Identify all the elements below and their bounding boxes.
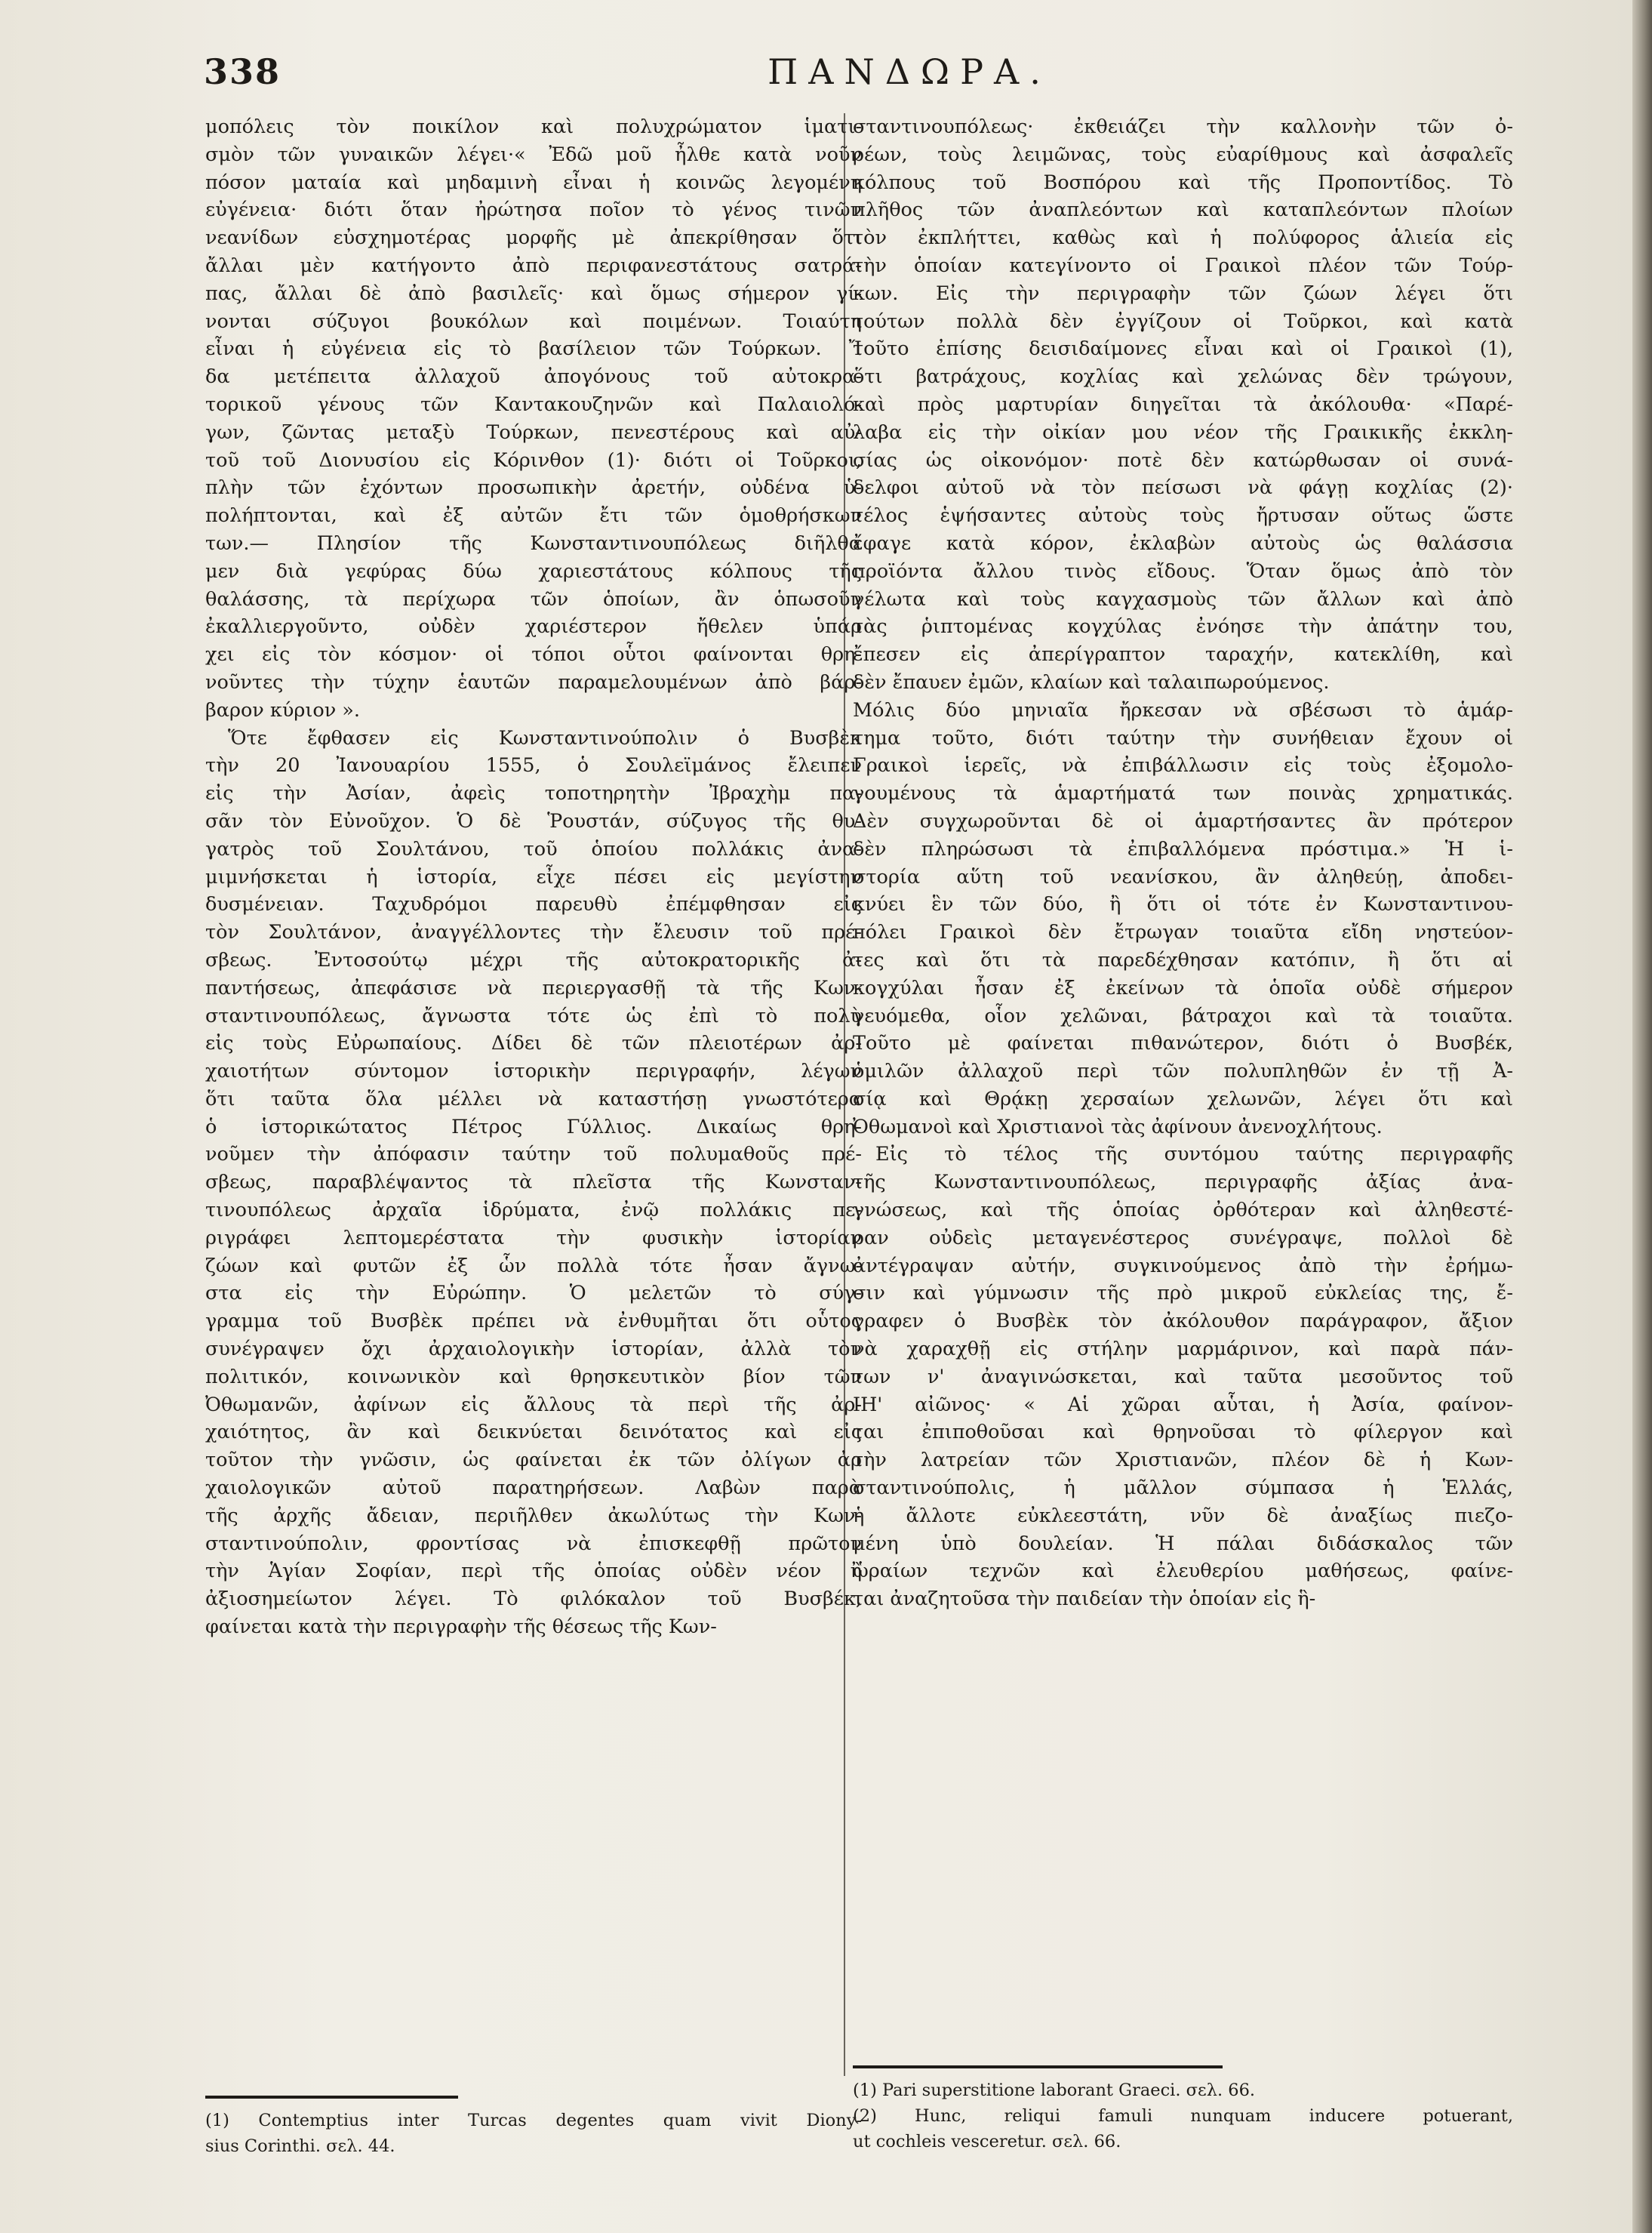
- text-line: ται ἀναζητοῦσα τὴν παιδείαν τὴν ὁποίαν εἰς ἣ-: [853, 1588, 1316, 1611]
- text-line: στορία αὕτη τοῦ νεανίσκου, ἂν ἀληθεύῃ, ἀποδει-: [853, 865, 1513, 889]
- text-line: τορικοῦ γένους τῶν Καντακουζηνῶν καὶ Παλαιολό-: [205, 393, 862, 416]
- text-line: γευόμεθα, οἷον χελῶναι, βάτραχοι καὶ τὰ τοιαῦτα.: [853, 1004, 1513, 1027]
- text-line: πλῆθος τῶν ἀναπλεόντων καὶ καταπλεόντων πλοίων: [853, 199, 1513, 222]
- running-title: ΠΑΝΔΩΡΑ.: [768, 51, 1051, 92]
- text-line: Γραικοὶ ἱερεῖς, νὰ ἐπιβάλλωσιν εἰς τοὺς ἐξομολο-: [853, 754, 1513, 778]
- footnote-line: (1) Pari superstitione laborant Graeci. σελ. 66.: [853, 2081, 1256, 2100]
- text-line: νὰ χαραχθῇ εἰς στήλην μαρμάρινον, καὶ παρὰ πάν-: [853, 1338, 1513, 1361]
- text-line: σίας ὡς οἰκονόμον· ποτὲ δὲν κατώρθωσαν οἱ συνά-: [853, 448, 1513, 472]
- text-line: ὅτι ταῦτα ὅλα μέλλει νὰ καταστήσῃ γνωστότερα: [205, 1087, 862, 1110]
- text-line: μοπόλεις τὸν ποικίλον καὶ πολυχρώματον ἱματι-: [205, 116, 862, 138]
- text-line: ἡ ἄλλοτε εὐκλεεστάτη, νῦν δὲ ἀναξίως πιεζο-: [853, 1504, 1513, 1527]
- text-line: ἐκαλλιεργοῦντο, οὐδὲν χαριέστερον ἤθελεν ὑπάρ: [205, 615, 862, 639]
- text-line: χει εἰς τὸν κόσμον· οἱ τόποι οὗτοι φαίνονται θρη-: [205, 643, 862, 667]
- text-line: σᾶν τὸν Εὐνοῦχον. Ὁ δὲ Ῥουστάν, σύζυγος τῆς θυ-: [205, 809, 862, 833]
- text-line: δελφοι αὐτοῦ νὰ τὸν πείσωσι νὰ φάγῃ κοχλίας (2)·: [853, 476, 1513, 500]
- text-line: γραφεν ὁ Βυσβὲκ τὸν ἀκόλουθον παράγραφον, ἄξιον: [853, 1310, 1513, 1333]
- text-line: σταντινούπολιν, φροντίσας νὰ ἐπισκεφθῇ πρῶτον: [205, 1532, 862, 1555]
- text-line: Εἰς τὸ τέλος τῆς συντόμου ταύτης περιγραφῆς: [875, 1143, 1513, 1166]
- text-line: ὁ ἱστορικώτατος Πέτρος Γύλλιος. Δικαίως θρη-: [205, 1115, 862, 1138]
- text-line: ἀντέγραψαν αὐτήν, συγκινούμενος ἀπὸ τὴν ἐρήμω-: [853, 1254, 1513, 1277]
- text-line: γέλωτα καὶ τοὺς καγχασμοὺς τῶν ἄλλων καὶ ἀπὸ: [853, 587, 1513, 611]
- text-line: στα εἰς τὴν Εὐρώπην. Ὁ μελετῶν τὸ σύγ-: [205, 1282, 862, 1305]
- text-line: τοῦτο ἐπίσης δεισιδαίμονες εἶναι καὶ οἱ Γραικοὶ (1),: [853, 337, 1513, 361]
- text-line: Τοῦτο μὲ φαίνεται πιθανώτερον, διότι ὁ Βυσβέκ,: [853, 1032, 1513, 1055]
- text-line: εἶναι ἡ εὐγένεια εἰς τὸ βασίλειον τῶν Τούρκων. Ἴ: [205, 337, 862, 361]
- footnote-line: (2) Hunc, reliqui famuli nunquam inducere potuerant,: [853, 2106, 1513, 2126]
- text-line: φαίνεται κατὰ τὴν περιγραφὴν τῆς θέσεως τῆς Κων-: [205, 1615, 717, 1639]
- text-line: κων. Εἰς τὴν περιγραφὴν τῶν ζώων λέγει ὅτι: [853, 282, 1513, 305]
- text-line: δυσμένειαν. Ταχυδρόμοι παρευθὺ ἐπέμφθησαν εἰς: [205, 893, 862, 916]
- text-line: πόσον ματαία καὶ μηδαμινὴ εἶναι ἡ κοινῶς λεγομένη: [205, 171, 862, 194]
- text-line: τημα τοῦτο, διότι ταύτην τὴν συνήθειαν ἔχουν οἱ: [853, 726, 1513, 750]
- text-line: εὐγένεια· διότι ὅταν ἠρώτησα ποῖον τὸ γένος τινῶν: [205, 199, 862, 222]
- right-column: [853, 113, 1513, 1613]
- text-line: νεανίδων εὐσχημοτέρας μορφῆς μὲ ἀπεκρίθησαν ὅτι: [205, 226, 862, 250]
- text-line: των.— Πλησίον τῆς Κωνσταντινουπόλεως διῆλθα: [205, 531, 862, 555]
- text-line: μένη ὑπὸ δουλείαν. Ἡ πάλαι διδάσκαλος τῶν: [853, 1532, 1513, 1555]
- text-line: ὡραίων τεχνῶν καὶ ἐλευθερίου μαθήσεως, φαίνε-: [853, 1560, 1513, 1583]
- text-line: σιν καὶ γύμνωσιν τῆς πρὸ μικροῦ εὐκλείας της, ἔ-: [853, 1282, 1513, 1305]
- footnote-rule-right: [853, 2065, 1223, 2068]
- text-line: γατρὸς τοῦ Σουλτάνου, τοῦ ὁποίου πολλάκις ἀνα-: [205, 837, 862, 861]
- text-line: πλὴν τῶν ἐχόντων προσωπικὴν ἀρετήν, οὐδένα ὑ-: [205, 476, 862, 500]
- text-line: Μόλις δύο μηνιαῖα ἤρκεσαν νὰ σβέσωσι τὸ ἁμάρ-: [853, 698, 1513, 722]
- text-line: ΙΗ' αἰῶνος· « Αἱ χῶραι αὗται, ἡ Ἀσία, φαίνον-: [853, 1393, 1513, 1416]
- text-line: τὸν Σουλτάνον, ἀναγγέλλοντες τὴν ἔλευσιν τοῦ πρέ-: [205, 921, 862, 944]
- text-line: δὲν ἔπαυεν ἐμῶν, κλαίων καὶ ταλαιπωρούμενος.: [853, 670, 1330, 694]
- text-line: καὶ πρὸς μαρτυρίαν διηγεῖται τὰ ἀκόλουθα· «Παρέ-: [853, 393, 1513, 416]
- text-line: κογχύλαι ἦσαν ἐξ ἐκείνων τὰ ὁποῖα οὐδὲ σήμερον: [853, 976, 1513, 999]
- text-line: των ν' ἀναγινώσκεται, καὶ ταῦτα μεσοῦντος τοῦ: [853, 1365, 1513, 1388]
- text-line: προϊόντα ἄλλου τινὸς εἴδους. Ὅταν ὅμως ἀπὸ τὸν: [853, 559, 1513, 583]
- text-line: σίᾳ καὶ Θρᾴκῃ χερσαίων χελωνῶν, λέγει ὅτι καὶ: [853, 1087, 1513, 1110]
- text-line: γουμένους τὰ ἁμαρτήματά των ποινὰς χρηματικάς.: [853, 782, 1513, 805]
- footnote-line: sius Corinthi. σελ. 44.: [205, 2136, 395, 2156]
- text-line: τὴν ὁποίαν κατεγίνοντο οἱ Γραικοὶ πλέον τῶν Τούρ-: [853, 254, 1513, 277]
- text-line: γνώσεως, καὶ τῆς ὁποίας ὀρθότεραν καὶ ἀληθεστέ-: [853, 1199, 1513, 1222]
- text-line: τινουπόλεως ἀρχαῖα ἱδρύματα, ἐνῷ πολλάκις πε-: [205, 1199, 862, 1222]
- text-line: δὲν πληρώσωσι τὰ ἐπιβαλλόμενα πρόστιμα.» Ἡ ἱ-: [853, 837, 1513, 861]
- page-header: [204, 51, 1615, 104]
- text-line: συνέγραψεν ὄχι ἀρχαιολογικὴν ἱστορίαν, ἀλλὰ τὸν: [205, 1338, 862, 1361]
- text-line: πας, ἄλλαι δὲ ἀπὸ βασιλεῖς· καὶ ὅμως σήμερον γί-: [205, 282, 862, 305]
- text-line: Ὀθωμανοὶ καὶ Χριστιανοὶ τὰς ἀφίνουν ἀνενοχλήτους.: [853, 1115, 1383, 1138]
- text-line: νοῦμεν τὴν ἀπόφασιν ταύτην τοῦ πολυμαθοῦς πρέ-: [205, 1143, 862, 1166]
- text-line: μεν διὰ γεφύρας δύω χαριεστάτους κόλπους τῆς: [205, 559, 862, 583]
- text-line: σταντινουπόλεως, ἄγνωστα τότε ὡς ἐπὶ τὸ πολὺ: [205, 1004, 862, 1027]
- text-line: τὴν 20 Ἰανουαρίου 1555, ὁ Σουλεϊμάνος ἔλειπεν: [205, 754, 862, 778]
- text-line: παντήσεως, ἀπεφάσισε νὰ περιεργασθῇ τὰ τῆς Κων-: [205, 976, 862, 999]
- text-line: κόλπους τοῦ Βοσπόρου καὶ τῆς Προποντίδος. Τὸ: [853, 171, 1513, 194]
- text-line: τῆς ἀρχῆς ἄδειαν, περιῆλθεν ἀκωλύτως τὴν Κων-: [205, 1504, 862, 1527]
- text-line: θαλάσσης, τὰ περίχωρα τῶν ὁποίων, ἂν ὁπωσοῦν: [205, 587, 862, 611]
- text-line: σταντινουπόλεως· ἐκθειάζει τὴν καλλονὴν τῶν ὀ-: [853, 116, 1513, 138]
- text-line: γων, ζῶντας μεταξὺ Τούρκων, πενεστέρους καὶ αὐ-: [205, 420, 862, 444]
- text-line: Ὅτε ἔφθασεν εἰς Κωνσταντινούπολιν ὁ Βυσβὲκ: [228, 726, 862, 750]
- text-line: τὸν ἐκπλήττει, καθὼς καὶ ἡ πολύφορος ἁλιεία εἰς: [853, 226, 1513, 250]
- text-line: ριγράφει λεπτομερέστατα τὴν φυσικὴν ἱστορίαν: [205, 1226, 862, 1249]
- text-line: χαιότητος, ἂν καὶ δεικνύεται δεινότατος καὶ εἰς: [205, 1421, 862, 1444]
- text-line: τέλος ἑψήσαντες αὐτοὺς τοὺς ἤρτυσαν οὕτως ὥστε: [853, 504, 1513, 528]
- right-footnotes: [853, 2077, 1513, 2154]
- text-line: εἰς τοὺς Εὐρωπαίους. Δίδει δὲ τῶν πλειοτέρων ἀρ-: [205, 1032, 862, 1055]
- text-line: τοῦ τοῦ Διονυσίου εἰς Κόρινθον (1)· διότι οἱ Τοῦρκοι,: [205, 448, 862, 472]
- text-line: δα μετέπειτα ἀλλαχοῦ ἀπογόνους τοῦ αὐτοκρα-: [205, 365, 862, 389]
- text-line: ται ἐπιποθοῦσαι καὶ θρηνοῦσαι τὸ φίλεργον καὶ: [853, 1421, 1513, 1444]
- text-line: τοῦτον τὴν γνῶσιν, ὡς φαίνεται ἐκ τῶν ὀλίγων ἀρ: [205, 1449, 862, 1472]
- left-column: [205, 113, 862, 1641]
- left-footnotes: [205, 2108, 862, 2159]
- text-line: ὁμιλῶν ἀλλαχοῦ περὶ τῶν πολυπληθῶν ἐν τῇ Ἀ-: [853, 1060, 1513, 1083]
- page-binding-edge: [1632, 0, 1652, 2233]
- text-line: σμὸν τῶν γυναικῶν λέγει·« Ἐδῶ μοῦ ἦλθε κατὰ νοῦν: [205, 143, 862, 166]
- text-line: σβεως. Ἐντοσούτῳ μέχρι τῆς αὐτοκρατορικῆς ἀ-: [205, 948, 862, 972]
- text-line: πολιτικόν, κοινωνικὸν καὶ θρησκευτικὸν βίον τῶν: [205, 1365, 862, 1388]
- text-line: τὴν λατρείαν τῶν Χριστιανῶν, πλέον δὲ ἡ Κων-: [853, 1449, 1513, 1472]
- text-line: χαιολογικῶν αὐτοῦ παρατηρήσεων. Λαβὼν παρὰ: [205, 1477, 862, 1500]
- text-line: πολήπτονται, καὶ ἐξ αὐτῶν ἔτι τῶν ὁμοθρήσκων: [205, 504, 862, 528]
- text-line: τῆς Κωνσταντινουπόλεως, περιγραφῆς ἀξίας ἀνα-: [853, 1171, 1513, 1194]
- text-line: βαρον κύριον ».: [205, 698, 361, 722]
- text-line: κνύει ἓν τῶν δύο, ἢ ὅτι οἱ τότε ἐν Κωνσταντινου-: [853, 893, 1513, 916]
- text-line: νονται σύζυγοι βουκόλων καὶ ποιμένων. Τοιαύτη: [205, 310, 862, 333]
- text-line: ὅτι βατράχους, κοχλίας καὶ χελώνας δὲν τρώγουν,: [853, 365, 1513, 389]
- text-line: σταντινούπολις, ἡ μᾶλλον σύμπασα ἡ Ἑλλάς,: [853, 1477, 1513, 1500]
- text-line: ἔφαγε κατὰ κόρον, ἐκλαβὼν αὐτοὺς ὡς θαλάσσια: [853, 531, 1513, 555]
- text-line: ἄλλαι μὲν κατήγοντο ἀπὸ περιφανεστάτους σατρά-: [205, 254, 862, 277]
- text-line: τὰς ῥιπτομένας κογχύλας ἐνόησε τὴν ἀπάτην του,: [853, 615, 1513, 639]
- text-line: εἰς τὴν Ἀσίαν, ἀφεὶς τοποτηρητὴν Ἰβραχὴμ πα-: [205, 782, 862, 805]
- text-line: ἀξιοσημείωτον λέγει. Τὸ φιλόκαλον τοῦ Βυσβέκ,: [205, 1588, 862, 1611]
- text-line: τὴν Ἁγίαν Σοφίαν, περὶ τῆς ὁποίας οὐδὲν νέον ἢ: [205, 1560, 862, 1583]
- text-line: σβεως, παραβλέψαντος τὰ πλεῖστα τῆς Κωνσταν-: [205, 1171, 862, 1194]
- text-line: λαβα εἰς τὴν οἰκίαν μου νέον τῆς Γραικικῆς ἐκκλη-: [853, 420, 1513, 444]
- text-line: ζώων καὶ φυτῶν ἐξ ὧν πολλὰ τότε ἦσαν ἄγνω-: [205, 1254, 862, 1277]
- footnote-line: ut cochleis vesceretur. σελ. 66.: [853, 2132, 1121, 2151]
- text-line: πόλει Γραικοὶ δὲν ἔτρωγαν τοιαῦτα εἴδη νηστεύον-: [853, 921, 1513, 944]
- footnote-line: (1) Contemptius inter Turcas degentes quam vivit Diony-: [205, 2111, 862, 2130]
- text-line: τούτων πολλὰ δὲν ἐγγίζουν οἱ Τοῦρκοι, καὶ κατὰ: [853, 310, 1513, 333]
- text-line: νοῦντες τὴν τύχην ἑαυτῶν παραμελουμένων ἀπὸ βάρ-: [205, 670, 862, 694]
- text-line: Ὀθωμανῶν, ἀφίνων εἰς ἄλλους τὰ περὶ τῆς ἀρ-: [205, 1393, 862, 1416]
- text-line: μιμνήσκεται ἡ ἱστορία, εἶχε πέσει εἰς μεγίστην: [205, 865, 862, 889]
- text-line: ρέων, τοὺς λειμῶνας, τοὺς εὐαρίθμους καὶ ἀσφαλεῖς: [853, 143, 1513, 166]
- text-line: Δὲν συγχωροῦνται δὲ οἱ ἁμαρτήσαντες ἂν πρότερον: [853, 809, 1513, 833]
- text-line: τες καὶ ὅτι τὰ παρεδέχθησαν κατόπιν, ἢ ὅτι αἱ: [853, 948, 1513, 972]
- text-line: γραμμα τοῦ Βυσβὲκ πρέπει νὰ ἐνθυμῆται ὅτι οὗτος: [205, 1310, 862, 1333]
- text-line: ραν οὐδεὶς μεταγενέστερος συνέγραψε, πολλοὶ δὲ: [853, 1226, 1513, 1249]
- footnote-rule-left: [205, 2096, 458, 2099]
- text-line: χαιοτήτων σύντομον ἱστορικὴν περιγραφήν, λέγων: [205, 1060, 862, 1083]
- text-line: ἔπεσεν εἰς ἀπερίγραπτον ταραχήν, κατεκλίθη, καὶ: [853, 643, 1513, 667]
- page-number: 338: [204, 51, 281, 92]
